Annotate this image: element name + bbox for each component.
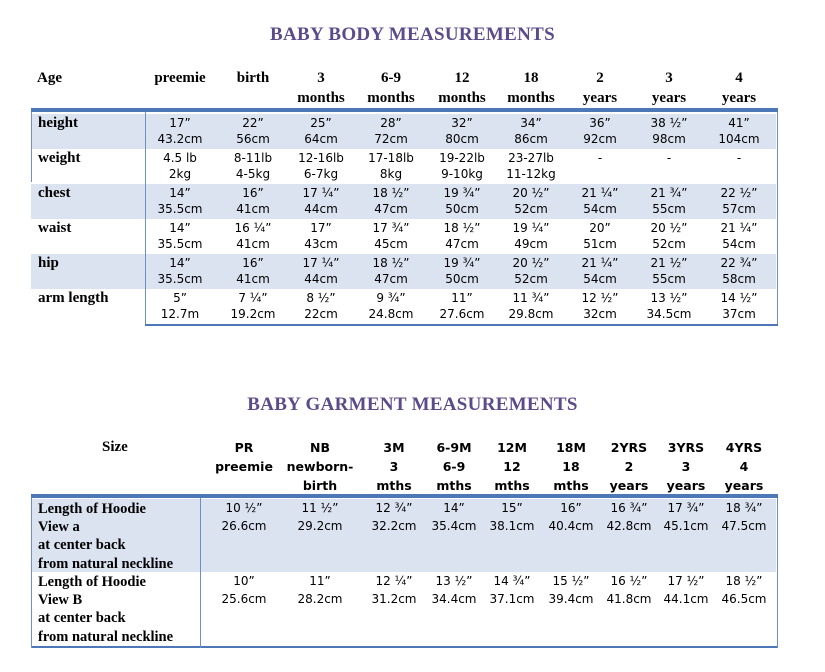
cell-metric: 86cm — [514, 132, 548, 146]
column-header: 6-9 — [442, 459, 466, 474]
cell-imperial: 8-11lb — [233, 151, 273, 165]
cell-metric: 52cm — [652, 237, 686, 251]
cell-metric: 41cm — [236, 237, 270, 251]
column-header: birth — [236, 70, 270, 86]
size-header: Size — [102, 439, 128, 455]
column-header-sub: months — [297, 90, 345, 106]
cell-imperial: 17 ½” — [667, 574, 705, 588]
cell-imperial: 10 ½” — [225, 501, 263, 515]
row-label: height — [38, 115, 79, 131]
column-header: 6-9M — [436, 440, 472, 455]
cell-imperial: 13 ½” — [435, 574, 473, 588]
left-border — [31, 498, 32, 648]
row-label: hip — [38, 255, 59, 271]
row-label: View B — [38, 592, 83, 609]
cell-metric: 2kg — [168, 167, 192, 181]
row-label: from natural neckline — [38, 628, 174, 645]
cell-imperial: 20” — [589, 221, 611, 235]
column-header: newborn- — [286, 459, 354, 474]
cell-metric: 64cm — [304, 132, 338, 146]
column-header: 3 — [681, 459, 691, 474]
column-header: NB — [310, 440, 330, 455]
column-header: birth — [302, 478, 338, 493]
cell-imperial: 22 ½” — [720, 186, 758, 200]
cell-metric: 34.4cm — [431, 592, 477, 606]
cell-imperial: 19 ¼” — [512, 221, 550, 235]
cell-metric: 44cm — [304, 202, 338, 216]
cell-imperial: 16 ½” — [610, 574, 648, 588]
cell-imperial: 34” — [520, 116, 542, 130]
cell-imperial: 21 ¼” — [581, 186, 619, 200]
cell-imperial: 19 ¾” — [443, 186, 481, 200]
header-rule — [31, 108, 778, 112]
cell-metric: 46.5cm — [721, 592, 767, 606]
cell-metric: 45cm — [374, 237, 408, 251]
row-label: View a — [38, 519, 80, 536]
column-header: preemie — [154, 70, 206, 86]
cell-imperial: 21 ¼” — [720, 221, 758, 235]
cell-imperial: 17 ¾” — [667, 501, 705, 515]
cell-imperial: 14” — [169, 186, 191, 200]
cell-imperial: 8 ½” — [306, 291, 336, 305]
column-header: 18 — [523, 70, 539, 86]
cell-metric: 104cm — [718, 132, 760, 146]
cell-imperial: 20 ½” — [512, 186, 550, 200]
column-header: 4YRS — [725, 440, 763, 455]
cell-imperial: 15” — [501, 501, 523, 515]
cell-imperial: 23-27lb — [508, 151, 554, 165]
cell-imperial: 16” — [560, 501, 582, 515]
cell-metric: 54cm — [722, 237, 756, 251]
column-header: years — [724, 478, 764, 493]
cell-imperial: 18 ½” — [725, 574, 763, 588]
cell-imperial: 17-18lb — [368, 151, 414, 165]
cell-metric: 41cm — [236, 202, 270, 216]
column-header: 12 — [503, 459, 521, 474]
cell-metric: 29.8cm — [508, 307, 554, 321]
cell-imperial: 17 ¼” — [302, 186, 340, 200]
cell-imperial: 4.5 lb — [163, 151, 197, 165]
cell-imperial: 12-16lb — [298, 151, 344, 165]
column-header: 3 — [389, 459, 399, 474]
body-measurements-title: BABY BODY MEASUREMENTS — [270, 24, 555, 45]
cell-imperial: 15 ½” — [552, 574, 590, 588]
cell-metric: 47cm — [374, 202, 408, 216]
cell-imperial: 12 ½” — [581, 291, 619, 305]
cell-imperial: 21 ¼” — [581, 256, 619, 270]
cell-imperial: 12 ¼” — [375, 574, 413, 588]
label-divider — [200, 498, 201, 648]
column-header: 18 — [562, 459, 580, 474]
cell-metric: 55cm — [652, 272, 686, 286]
cell-metric: 8kg — [379, 167, 403, 181]
cell-imperial: 22” — [242, 116, 264, 130]
cell-imperial: 20 ½” — [650, 221, 688, 235]
cell-metric: 43cm — [304, 237, 338, 251]
cell-imperial: 17” — [169, 116, 191, 130]
cell-metric: 11-12kg — [506, 167, 556, 181]
cell-imperial: 19 ¾” — [443, 256, 481, 270]
cell-metric: 37.1cm — [489, 592, 535, 606]
cell-imperial: 16” — [242, 256, 264, 270]
cell-imperial: 18 ½” — [372, 186, 410, 200]
cell-metric: 35.4cm — [431, 519, 477, 533]
cell-imperial: 22 ¾” — [720, 256, 758, 270]
row-label: Length of Hoodie — [38, 501, 146, 517]
cell-metric: 56cm — [236, 132, 270, 146]
cell-metric: 27.6cm — [439, 307, 485, 321]
cell-metric: 35.5cm — [157, 237, 203, 251]
cell-imperial: - — [597, 151, 603, 165]
cell-metric: 38.1cm — [489, 519, 535, 533]
column-header: 12M — [497, 440, 527, 455]
column-header: preemie — [215, 459, 273, 474]
cell-imperial: 16 ¾” — [610, 501, 648, 515]
cell-metric: 42.8cm — [606, 519, 652, 533]
cell-imperial: 18 ½” — [443, 221, 481, 235]
cell-metric: 43.2cm — [157, 132, 203, 146]
cell-imperial: 14” — [443, 501, 465, 515]
cell-metric: 6-7kg — [303, 167, 339, 181]
column-header: 12 — [454, 70, 470, 86]
cell-imperial: 38 ½” — [650, 116, 688, 130]
cell-metric: 47.5cm — [721, 519, 767, 533]
cell-imperial: 9 ¾” — [376, 291, 406, 305]
column-header: years — [666, 478, 706, 493]
cell-metric: 58cm — [722, 272, 756, 286]
right-border — [777, 112, 778, 324]
cell-metric: 28.2cm — [297, 592, 343, 606]
column-header: 2 — [624, 459, 634, 474]
cell-metric: 55cm — [652, 202, 686, 216]
column-header: 2 — [596, 70, 604, 86]
cell-imperial: 11 ½” — [301, 501, 339, 515]
cell-metric: 92cm — [583, 132, 617, 146]
cell-imperial: 11” — [309, 574, 331, 588]
column-header: mths — [494, 478, 530, 493]
column-header: mths — [553, 478, 589, 493]
column-header-sub: years — [582, 90, 618, 106]
cell-metric: 9-10kg — [441, 167, 483, 181]
cell-metric: 25.6cm — [221, 592, 267, 606]
cell-imperial: 17” — [310, 221, 332, 235]
garment-measurements-title: BABY GARMENT MEASUREMENTS — [247, 394, 578, 415]
cell-imperial: 7 ¼” — [238, 291, 268, 305]
cell-imperial: 18 ½” — [372, 256, 410, 270]
cell-imperial: 11” — [451, 291, 473, 305]
column-header: 3YRS — [667, 440, 705, 455]
cell-metric: 50cm — [445, 272, 479, 286]
column-header: 3 — [665, 70, 673, 86]
cell-imperial: 20 ½” — [512, 256, 550, 270]
cell-metric: 39.4cm — [548, 592, 594, 606]
cell-imperial: 17 ¾” — [372, 221, 410, 235]
row-label: weight — [38, 150, 81, 166]
row-label: waist — [38, 220, 72, 236]
cell-metric: 41.8cm — [606, 592, 652, 606]
column-header: 2YRS — [610, 440, 648, 455]
cell-imperial: 12 ¾” — [375, 501, 413, 515]
cell-imperial: 13 ½” — [650, 291, 688, 305]
cell-metric: 98cm — [652, 132, 686, 146]
cell-metric: 32.2cm — [371, 519, 417, 533]
cell-metric: 34.5cm — [646, 307, 692, 321]
column-header: years — [609, 478, 649, 493]
cell-imperial: 16 ¼” — [234, 221, 272, 235]
cell-metric: 47cm — [445, 237, 479, 251]
row-label: chest — [38, 185, 71, 201]
column-header-sub: years — [651, 90, 687, 106]
cell-metric: 72cm — [374, 132, 408, 146]
cell-imperial: 41” — [728, 116, 750, 130]
cell-metric: 52cm — [514, 272, 548, 286]
cell-metric: 51cm — [583, 237, 617, 251]
cell-imperial: 10” — [233, 574, 255, 588]
cell-metric: 31.2cm — [371, 592, 417, 606]
column-header-sub: months — [438, 90, 486, 106]
cell-imperial: 17 ¼” — [302, 256, 340, 270]
cell-imperial: 32” — [451, 116, 473, 130]
cell-imperial: - — [736, 151, 742, 165]
bottom-rule — [31, 646, 778, 648]
cell-metric: 44.1cm — [663, 592, 709, 606]
cell-imperial: 11 ¾” — [512, 291, 550, 305]
column-header: 18M — [556, 440, 586, 455]
cell-metric: 50cm — [445, 202, 479, 216]
column-header-sub: years — [721, 90, 757, 106]
cell-metric: 54cm — [583, 202, 617, 216]
row-label: from natural neckline — [38, 555, 174, 572]
column-header-sub: months — [507, 90, 555, 106]
row-label: arm length — [38, 290, 109, 306]
column-header: 3 — [317, 70, 325, 86]
cell-metric: 52cm — [514, 202, 548, 216]
cell-metric: 26.6cm — [221, 519, 267, 533]
cell-imperial: 25” — [310, 116, 332, 130]
column-header: mths — [376, 478, 412, 493]
cell-imperial: 18 ¾” — [725, 501, 763, 515]
column-header: 4 — [739, 459, 749, 474]
cell-metric: 4-5kg — [235, 167, 271, 181]
bottom-rule — [145, 324, 778, 326]
cell-imperial: 14” — [169, 256, 191, 270]
cell-metric: 22cm — [304, 307, 338, 321]
cell-imperial: 14” — [169, 221, 191, 235]
column-header: PR — [234, 440, 254, 455]
cell-imperial: 21 ½” — [650, 256, 688, 270]
column-header: 6-9 — [381, 70, 401, 86]
cell-imperial: 21 ¾” — [650, 186, 688, 200]
cell-imperial: - — [666, 151, 672, 165]
cell-imperial: 5” — [173, 291, 187, 305]
cell-metric: 12.7m — [160, 307, 200, 321]
cell-imperial: 16” — [242, 186, 264, 200]
cell-metric: 47cm — [374, 272, 408, 286]
cell-metric: 32cm — [583, 307, 617, 321]
column-header: 4 — [735, 70, 743, 86]
row-label: at center back — [38, 537, 126, 554]
column-header-sub: months — [367, 90, 415, 106]
cell-metric: 19.2cm — [230, 307, 276, 321]
row-label: Length of Hoodie — [38, 574, 146, 590]
cell-metric: 35.5cm — [157, 202, 203, 216]
cell-imperial: 19-22lb — [439, 151, 485, 165]
cell-metric: 24.8cm — [368, 307, 414, 321]
cell-metric: 37cm — [722, 307, 756, 321]
left-border — [31, 112, 32, 182]
cell-metric: 80cm — [445, 132, 479, 146]
cell-metric: 29.2cm — [297, 519, 343, 533]
cell-imperial: 36” — [589, 116, 611, 130]
column-header: 3M — [383, 440, 405, 455]
age-header: Age — [37, 70, 62, 86]
cell-metric: 57cm — [722, 202, 756, 216]
cell-metric: 35.5cm — [157, 272, 203, 286]
column-header: mths — [436, 478, 472, 493]
cell-metric: 54cm — [583, 272, 617, 286]
cell-metric: 45.1cm — [663, 519, 709, 533]
row-label: at center back — [38, 610, 126, 627]
cell-imperial: 14 ¾” — [493, 574, 531, 588]
cell-imperial: 28” — [380, 116, 402, 130]
cell-metric: 44cm — [304, 272, 338, 286]
cell-metric: 40.4cm — [548, 519, 594, 533]
cell-metric: 49cm — [514, 237, 548, 251]
cell-metric: 41cm — [236, 272, 270, 286]
cell-imperial: 14 ½” — [720, 291, 758, 305]
